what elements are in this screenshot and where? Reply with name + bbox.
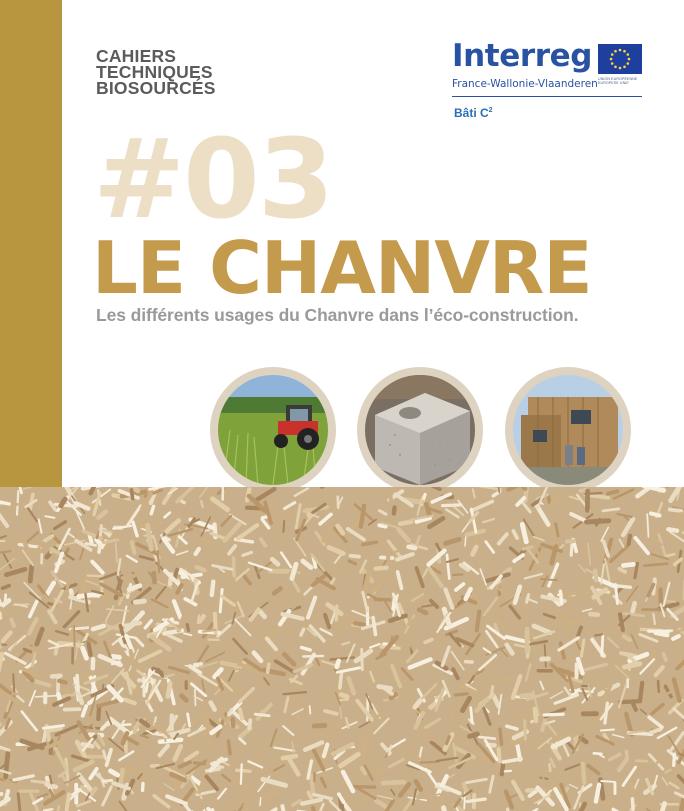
cover-subtitle: Les différents usages du Chanvre dans l’éco-construction.	[96, 305, 579, 325]
series-line-1: CAHIERS	[96, 46, 177, 66]
eu-flag-icon	[598, 44, 642, 74]
interreg-wordmark: Interreg	[452, 38, 593, 74]
interreg-logo	[452, 40, 648, 100]
wooden-house-photo	[505, 367, 631, 493]
project-name: Bâti C	[454, 106, 489, 120]
series-line-3: BIOSOURCÉS	[96, 78, 216, 98]
hemp-block-photo	[357, 367, 483, 493]
gold-side-band	[0, 0, 62, 487]
cover-title: LE CHANVRE	[92, 226, 592, 310]
eu-caption: UNION EUROPÉENNE EUROPESE UNIE	[598, 77, 638, 86]
series-title	[96, 48, 216, 96]
issue-number: #03	[93, 115, 333, 243]
project-superscript: 2	[488, 107, 493, 114]
tractor-field-photo	[210, 367, 336, 493]
logo-divider	[452, 96, 642, 97]
project-label	[454, 106, 493, 120]
region-label: France-Wallonie-Vlaanderen	[452, 78, 598, 90]
series-line-2: TECHNIQUES	[96, 62, 213, 82]
hemp-shiv-background-photo	[0, 487, 684, 811]
